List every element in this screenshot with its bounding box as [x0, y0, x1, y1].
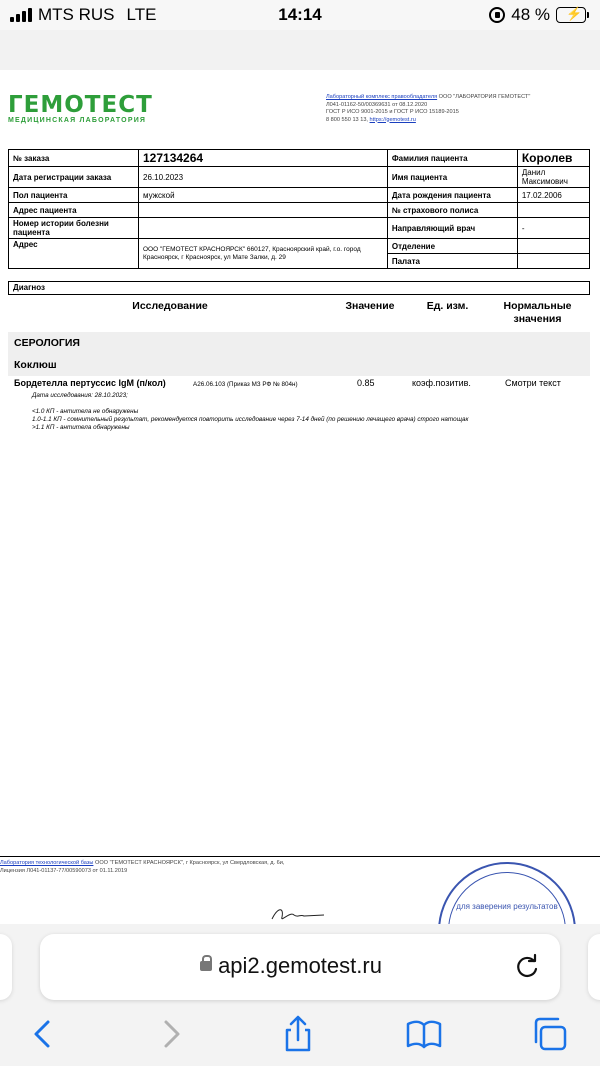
policy-label: № страхового полиса	[387, 203, 517, 218]
test-name: Бордетелла пертуссис IgM (п/кол)	[14, 378, 166, 388]
address-value	[139, 203, 388, 218]
footer-divider	[0, 856, 600, 857]
patient-info-table	[8, 149, 590, 269]
license-info	[326, 94, 596, 124]
license-owner: ООО "ЛАБОРАТОРИЯ ГЕМОТЕСТ"	[437, 94, 531, 100]
footer-info	[0, 860, 284, 875]
license-link[interactable]: Лабораторный комплекс правообладателя	[326, 94, 438, 100]
battery-icon: ⚡	[556, 7, 586, 23]
share-icon[interactable]	[278, 1014, 318, 1054]
logo-brand: ГЕМОТЕСТ	[8, 92, 153, 118]
dept-value	[517, 239, 589, 254]
clock: 14:14	[278, 5, 322, 24]
col-norm-header: Нормальные значения	[503, 300, 572, 325]
prev-tab-peek[interactable]	[0, 934, 12, 1000]
footer-link[interactable]: Лаборатория технологической базы	[0, 860, 94, 866]
regdate-label: Дата регистрации заказа	[9, 167, 139, 188]
surname-value: Королев	[517, 150, 589, 167]
bookmarks-icon[interactable]	[404, 1014, 444, 1054]
sex-value: мужской	[139, 188, 388, 203]
note-doubtful: 1.0-1.1 КП - сомнительный результат, рекомендуется повторить исследование через 7-14 дней (по решению лечащего врача) строго натощак	[32, 416, 469, 423]
browser-chrome	[0, 924, 600, 1066]
sex-label: Пол пациента	[9, 188, 139, 203]
regdate-value: 26.10.2023	[139, 167, 388, 188]
network-type: LTE	[126, 5, 157, 24]
lab-report	[0, 70, 600, 940]
dob-value: 17.02.2006	[517, 188, 589, 203]
section-title: СЕРОЛОГИЯ	[8, 332, 590, 354]
doctor-value: -	[517, 218, 589, 239]
order-value: 127134264	[139, 150, 388, 167]
note-positive: >1.1 КП - антитела обнаружены	[32, 424, 130, 431]
policy-value	[517, 203, 589, 218]
order-label: № заказа	[9, 150, 139, 167]
address-label: Адрес пациента	[9, 203, 139, 218]
url-text[interactable]: api2.gemotest.ru	[218, 953, 382, 978]
addr2-value: ООО "ГЕМОТЕСТ КРАСНОЯРСК" 660127, Красноярский край, г.о. город Красноярск, г Красноярск, ул Мате Залки, д. 29	[139, 239, 388, 269]
dob-label: Дата рождения пациента	[387, 188, 517, 203]
subsection-title: Коклюш	[8, 354, 590, 376]
license-phone: 8 800 550 13 13,	[326, 116, 370, 123]
battery-percent: 48 %	[511, 5, 550, 24]
col-unit-header: Ед. изм.	[426, 300, 469, 312]
addr2-label: Адрес	[9, 239, 139, 269]
ward-value	[517, 254, 589, 269]
test-date: Дата исследования: 28.10.2023;	[32, 392, 128, 399]
footer-license: Лицензия Л041-01137-77/00590073 от 01.11.2019	[0, 867, 128, 874]
address-bar[interactable]	[40, 934, 560, 1000]
page-top-bar	[0, 30, 600, 70]
test-unit: коэф.позитив.	[412, 378, 471, 388]
footer-address: ООО "ГЕМОТЕСТ КРАСНОЯРСК", г Красноярск, ул Свердловская, д. 6и,	[93, 860, 285, 866]
col-test-header: Исследование	[132, 300, 208, 312]
tabs-icon[interactable]	[530, 1014, 570, 1054]
reload-icon[interactable]	[512, 952, 542, 982]
gemotest-logo	[8, 94, 153, 124]
carrier-name: MTS RUS	[38, 5, 115, 24]
rotation-lock-icon	[489, 7, 505, 23]
interpretation-notes	[32, 408, 469, 432]
diagnosis-row	[8, 281, 590, 295]
license-standards: ГОСТ Р ИСО 9001-2015 и ГОСТ Р ИСО 15189-2015	[326, 109, 459, 115]
name-label: Имя пациента	[387, 167, 517, 188]
next-tab-peek[interactable]	[588, 934, 600, 1000]
name-value: Данил Максимович	[517, 167, 589, 188]
test-value: 0.85	[357, 378, 375, 388]
ward-label: Палата	[387, 254, 517, 269]
website-link[interactable]: https://gemotest.ru	[369, 116, 416, 123]
col-value-header: Значение	[345, 300, 395, 312]
status-right	[489, 5, 586, 25]
status-bar	[0, 0, 600, 30]
forward-icon[interactable]	[152, 1014, 192, 1054]
doctor-label: Направляющий врач	[387, 218, 517, 239]
back-icon[interactable]	[22, 1014, 62, 1054]
diagnosis-label: Диагноз	[13, 283, 45, 292]
logo-subtitle: МЕДИЦИНСКАЯ ЛАБОРАТОРИЯ	[8, 117, 147, 124]
stamp-text: для заверения результатов	[456, 902, 558, 911]
surname-label: Фамилия пациента	[387, 150, 517, 167]
test-norm: Смотри текст	[505, 378, 561, 388]
dept-label: Отделение	[387, 239, 517, 254]
license-number: Л041-01162-50/00369631 от 08.12.2020	[326, 101, 428, 108]
note-negative: <1.0 КП - антитела не обнаружены	[32, 408, 139, 415]
signature	[270, 905, 326, 923]
history-value	[139, 218, 388, 239]
history-label: Номер истории болезни пациента	[9, 218, 139, 239]
test-code: A26.06.103 (Приказ МЗ РФ № 804н)	[193, 381, 298, 388]
